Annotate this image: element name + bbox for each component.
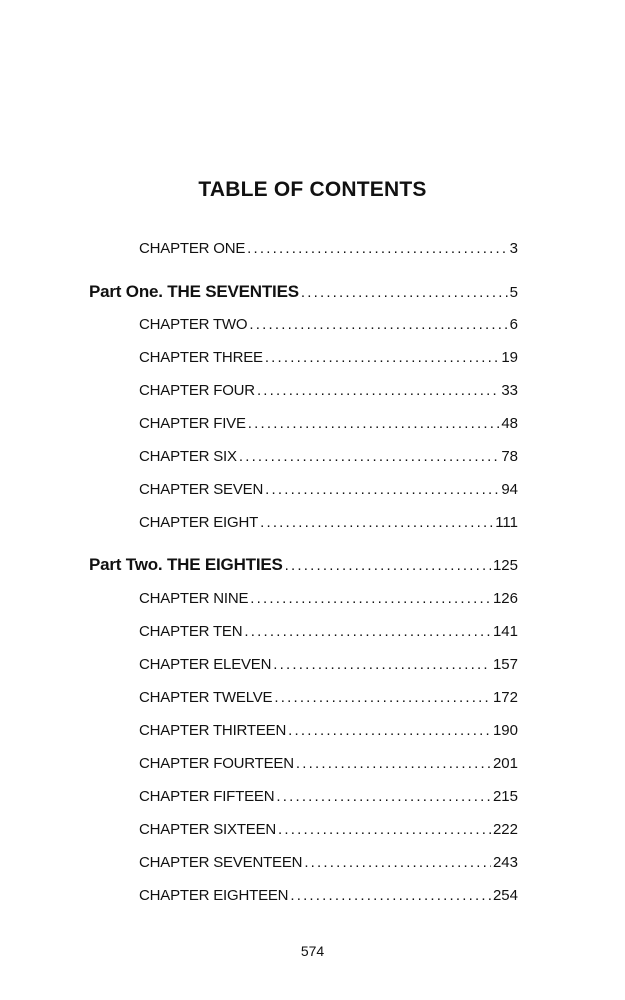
toc-entry-chapter-five[interactable] <box>139 415 518 435</box>
toc-entry-chapter-seventeen[interactable] <box>139 854 518 874</box>
toc-entry-chapter-fifteen[interactable] <box>139 788 518 808</box>
dot-leader <box>265 481 499 498</box>
toc-entry-chapter-sixteen[interactable] <box>139 821 518 841</box>
toc-entry-label: CHAPTER SIX <box>139 448 237 465</box>
toc-entry-label: CHAPTER SEVENTEEN <box>139 854 303 871</box>
toc-entry-label: CHAPTER TEN <box>139 623 243 640</box>
dot-leader <box>260 514 493 531</box>
toc-entry-chapter-three[interactable] <box>139 349 518 369</box>
toc-entry-page: 19 <box>501 349 518 366</box>
dot-leader <box>249 316 507 333</box>
toc-entry-chapter-eight[interactable] <box>139 514 518 534</box>
toc-entry-page: 125 <box>492 557 518 574</box>
dot-leader <box>239 448 499 465</box>
dot-leader <box>278 821 491 838</box>
toc-entry-chapter-eighteen[interactable] <box>139 887 518 907</box>
toc-entry-page: 33 <box>501 382 518 399</box>
dot-leader <box>248 415 500 432</box>
toc-entry-page: 222 <box>492 821 518 838</box>
toc-entry-chapter-four[interactable] <box>139 382 518 402</box>
dot-leader <box>273 656 491 673</box>
dot-leader <box>276 788 491 805</box>
toc-entry-page: 94 <box>501 481 518 498</box>
toc-entry-page: 5 <box>509 284 518 301</box>
toc-entry-chapter-nine[interactable] <box>139 590 518 610</box>
toc-entry-label: CHAPTER SIXTEEN <box>139 821 277 838</box>
toc-entry-page: 201 <box>492 755 518 772</box>
toc-entry-page: 3 <box>509 240 518 257</box>
dot-leader <box>285 557 491 574</box>
toc-entry-part-two[interactable] <box>89 555 518 577</box>
toc-entry-chapter-eleven[interactable] <box>139 656 518 676</box>
toc-entry-part-one[interactable] <box>89 282 518 304</box>
toc-entry-label: CHAPTER TWO <box>139 316 248 333</box>
page-number: 574 <box>300 943 325 959</box>
toc-entry-page: 78 <box>501 448 518 465</box>
toc-entry-chapter-two[interactable] <box>139 316 518 336</box>
toc-entry-label: CHAPTER NINE <box>139 590 249 607</box>
toc-entry-page: 157 <box>492 656 518 673</box>
toc-entry-page: 172 <box>492 689 518 706</box>
toc-entry-label: CHAPTER FOURTEEN <box>139 755 294 772</box>
dot-leader <box>265 349 500 366</box>
dot-leader <box>247 240 508 257</box>
toc-entry-chapter-fourteen[interactable] <box>139 755 518 775</box>
dot-leader <box>250 590 491 607</box>
toc-entry-page: 141 <box>492 623 518 640</box>
toc-entry-chapter-thirteen[interactable] <box>139 722 518 742</box>
toc-entry-page: 126 <box>492 590 518 607</box>
toc-entry-page: 48 <box>501 415 518 432</box>
dot-leader <box>290 887 491 904</box>
toc-entry-label: Part One. THE SEVENTIES <box>89 282 299 301</box>
toc-entry-page: 254 <box>492 887 518 904</box>
toc-entry-label: CHAPTER FOUR <box>139 382 255 399</box>
page-title: TABLE OF CONTENTS <box>198 178 427 201</box>
dot-leader <box>288 722 491 739</box>
toc-entry-chapter-one[interactable] <box>139 240 518 260</box>
dot-leader <box>257 382 499 399</box>
toc-entry-label: CHAPTER EIGHT <box>139 514 259 531</box>
toc-entry-label: CHAPTER TWELVE <box>139 689 273 706</box>
toc-entry-label: CHAPTER ELEVEN <box>139 656 272 673</box>
toc-entry-label: CHAPTER FIVE <box>139 415 246 432</box>
toc-entry-label: CHAPTER FIFTEEN <box>139 788 275 805</box>
toc-entry-label: CHAPTER THIRTEEN <box>139 722 287 739</box>
toc-entry-chapter-ten[interactable] <box>139 623 518 643</box>
dot-leader <box>274 689 491 706</box>
toc-entry-page: 243 <box>492 854 518 871</box>
toc-entry-label: CHAPTER THREE <box>139 349 263 366</box>
dot-leader <box>244 623 491 640</box>
toc-entry-chapter-six[interactable] <box>139 448 518 468</box>
toc-entry-label: CHAPTER ONE <box>139 240 246 257</box>
toc-entry-chapter-twelve[interactable] <box>139 689 518 709</box>
dot-leader <box>296 755 491 772</box>
toc-entry-label: Part Two. THE EIGHTIES <box>89 555 283 574</box>
toc-entry-page: 6 <box>509 316 518 333</box>
toc-entry-chapter-seven[interactable] <box>139 481 518 501</box>
toc-entry-label: CHAPTER SEVEN <box>139 481 264 498</box>
dot-leader <box>301 284 508 301</box>
toc-entry-page: 190 <box>492 722 518 739</box>
dot-leader <box>304 854 491 871</box>
toc-entry-page: 111 <box>495 514 518 531</box>
toc-entry-label: CHAPTER EIGHTEEN <box>139 887 289 904</box>
toc-entry-page: 215 <box>492 788 518 805</box>
